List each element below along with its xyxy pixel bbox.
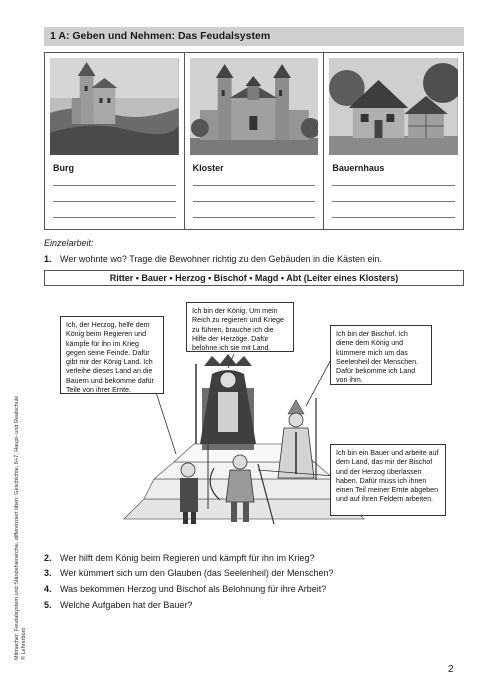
castle-label: Burg (53, 163, 74, 173)
building-monastery (185, 53, 325, 229)
answer-line[interactable] (193, 185, 316, 186)
task-mode-label: Einzelarbeit: (44, 238, 94, 248)
page-number: 2 (448, 664, 454, 675)
answer-line[interactable] (193, 201, 316, 202)
question-5 (44, 600, 192, 610)
word-bank: Ritter • Bauer • Herzog • Bischof • Magd • Abt (Leiter eines Klosters) (44, 270, 464, 286)
building-farmhouse (324, 53, 463, 229)
building-castle (45, 53, 185, 229)
question-3 (44, 568, 333, 578)
question-number: 2. (44, 553, 52, 563)
question-number: 3. (44, 568, 52, 578)
monastery-photo (190, 58, 319, 155)
answer-line[interactable] (193, 217, 316, 218)
answer-line[interactable] (332, 201, 455, 202)
speech-bubble-bauer: Ich bin ein Bauer und arbeite auf dem Land, das mir der Bischof und der Herzog überlassen haben. Dafür muss ich ihnen einen Teil meiner Ernte abgeben und auf ihren Feldern arbeiten. (330, 444, 446, 516)
publisher-note (14, 396, 28, 660)
farmhouse-photo (329, 58, 458, 155)
castle-photo (50, 58, 179, 155)
copyright-line: © Lehrerbüro (21, 627, 27, 660)
question-number: 5. (44, 600, 52, 610)
speech-bubble-koenig: Ich bin der König. Um mein Reich zu regieren und Kriege zu führen, brauche ich die Hilfe der Herzöge. Dafür belohne ich sie mit Land. (186, 302, 294, 352)
question-1 (44, 254, 382, 264)
question-4 (44, 584, 326, 594)
monastery-label: Kloster (192, 163, 224, 173)
publisher-note-line: Mitmacher: Feudalsystem und Ständehierarchie, differenziert üben: Geschichte, 6+7, Haupt- und Realschule (14, 395, 20, 660)
question-number: 1. (44, 254, 52, 264)
speech-bubble-bischof: Ich bin der Bischof. Ich diene dem König und kümmere mich um das Seelenheil der Menschen. Dafür bekomme ich Land von ihm. (330, 325, 432, 385)
answer-line[interactable] (53, 217, 176, 218)
question-text: Was bekommen Herzog und Bischof als Belohnung für ihre Arbeit? (60, 584, 327, 594)
answer-line[interactable] (332, 217, 455, 218)
feudal-illustration (44, 294, 464, 539)
question-number: 4. (44, 584, 52, 594)
answer-line[interactable] (53, 185, 176, 186)
question-text: Wer wohnte wo? Trage die Bewohner richtig zu den Gebäuden in die Kästen ein. (60, 254, 383, 264)
question-2 (44, 553, 314, 563)
speech-bubble-herzog: Ich, der Herzog, helfe dem König beim Regieren und kämpfe für ihn im Krieg gegen seine Feinde. Dafür gibt mir der König Land. Ich verleihe dieses Land an die Bauern und bekomme dafür Teile von ihrer Ernte. (60, 316, 164, 394)
farmhouse-label: Bauernhaus (332, 163, 385, 173)
question-text: Wer hilft dem König beim Regieren und kämpft für ihn im Krieg? (60, 553, 315, 563)
question-text: Wer kümmert sich um den Glauben (das Seelenheil) der Menschen? (60, 568, 334, 578)
answer-line[interactable] (53, 201, 176, 202)
buildings-table (44, 52, 464, 230)
question-text: Welche Aufgaben hat der Bauer? (60, 600, 193, 610)
page-title: 1 A: Geben und Nehmen: Das Feudalsystem (44, 27, 464, 46)
answer-line[interactable] (332, 185, 455, 186)
